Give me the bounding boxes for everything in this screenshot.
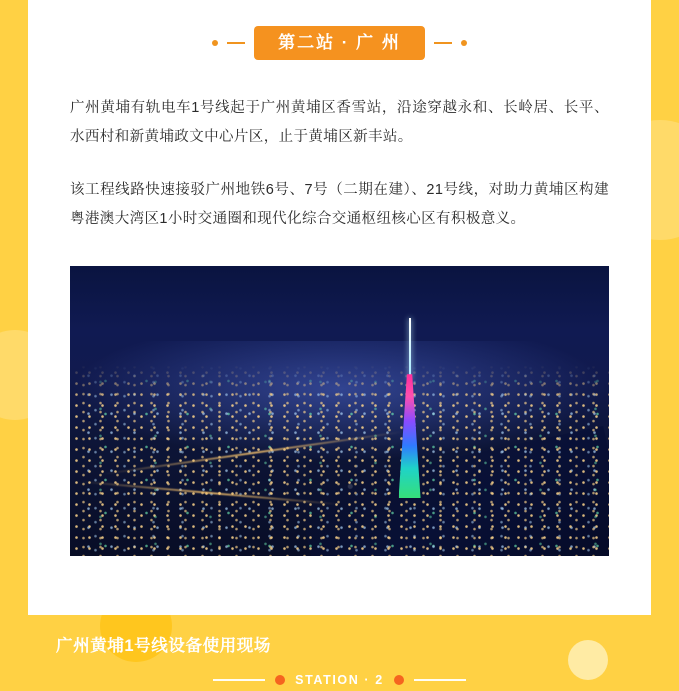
station-line-right-icon (414, 679, 466, 681)
article-image (70, 266, 609, 556)
page-title: 第二站 · 广 州 (254, 26, 425, 60)
article-body (28, 94, 651, 234)
content-card (28, 0, 651, 615)
footer-title: 广州黄埔1号线设备使用现场 (56, 637, 271, 655)
title-left-dash-icon (227, 42, 245, 44)
title-left-dot-icon (212, 40, 218, 46)
title-right-dot-icon (461, 40, 467, 46)
paragraph-1: 广州黄埔有轨电车1号线起于广州黄埔区香雪站，沿途穿越永和、长岭居、长平、水西村和新黄埔政文中心片区，止于黄埔区新丰站。 (70, 100, 609, 145)
station-dot-left-icon (275, 675, 285, 685)
tower-body (399, 374, 421, 498)
paragraph-2: 该工程线路快速接驳广州地铁6号、7号（二期在建）、21号线，对助力黄埔区构建粤港澳大湾区1小时交通圈和现代化综合交通枢纽核心区有积极意义。 (70, 182, 609, 227)
station-marker (0, 673, 679, 687)
section-title-row (28, 0, 651, 60)
city-night-photo (70, 266, 609, 556)
footer-band (0, 615, 679, 691)
station-dot-right-icon (394, 675, 404, 685)
tower-spire (409, 318, 411, 380)
station-label: STATION · 2 (295, 673, 384, 687)
station-line-left-icon (213, 679, 265, 681)
photo-city-lights-secondary (70, 266, 609, 556)
canton-tower (397, 318, 423, 498)
title-right-dash-icon (434, 42, 452, 44)
